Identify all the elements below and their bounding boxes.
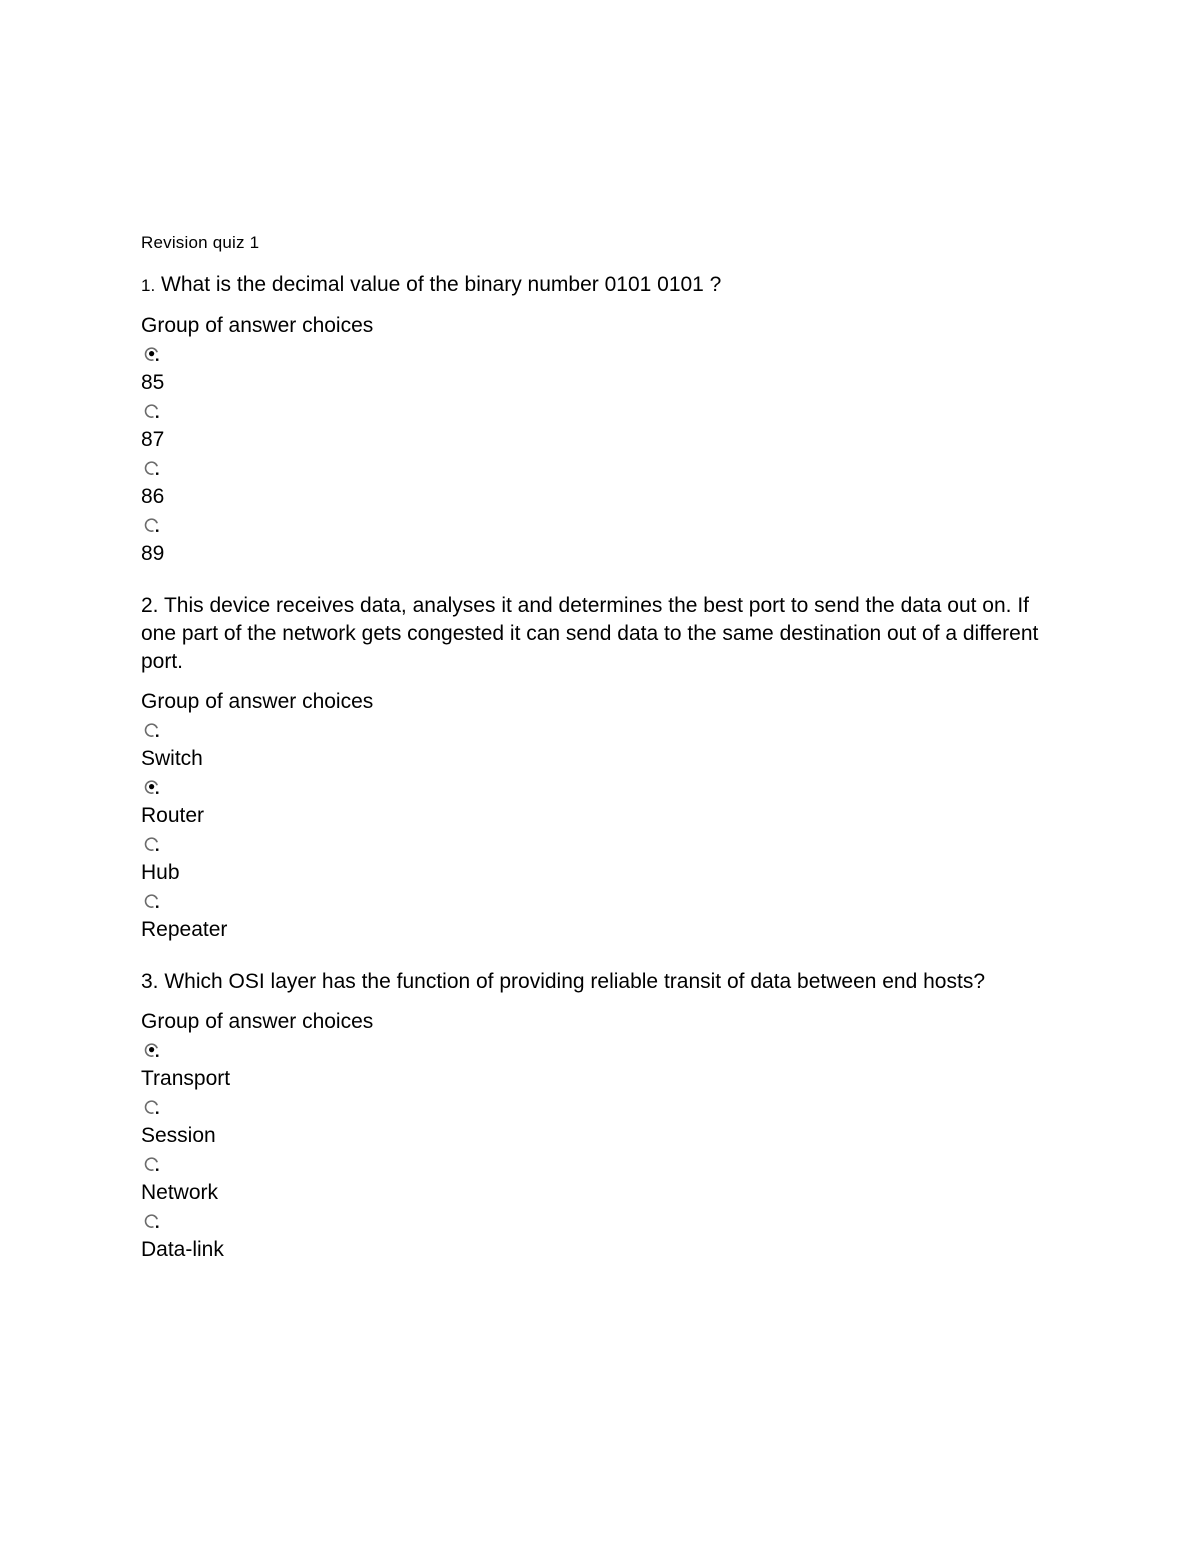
radio-unchecked-icon	[144, 722, 160, 738]
answer-label: Transport	[141, 1067, 231, 1090]
answer-label: Switch	[141, 747, 203, 770]
answer-group-label: Group of answer choices	[141, 1010, 374, 1033]
radio-unchecked-icon	[144, 1099, 160, 1115]
radio-button[interactable]	[144, 346, 160, 362]
radio-button[interactable]	[144, 517, 160, 533]
question-number: 3.	[141, 970, 159, 993]
radio-unchecked-icon	[144, 1213, 160, 1229]
answer-choice	[141, 779, 1061, 830]
answer-choice	[141, 1042, 1061, 1093]
radio-unchecked-icon	[144, 403, 160, 419]
answer-label: Session	[141, 1124, 216, 1147]
radio-button[interactable]	[144, 460, 160, 476]
question-body: This device receives data, analyses it and determines the best port to send the data out on. If one part of the network gets congested it can send data to the same destination out of a different port.	[141, 594, 1039, 673]
answer-choice	[141, 893, 1061, 944]
question-number: 2.	[141, 594, 159, 617]
question-1	[141, 271, 1061, 568]
radio-button[interactable]	[144, 1213, 160, 1229]
question-text	[141, 271, 1061, 300]
answer-label: 85	[141, 371, 165, 394]
answer-choice	[141, 1156, 1061, 1207]
answer-choice	[141, 1213, 1061, 1264]
radio-unchecked-icon	[144, 517, 160, 533]
radio-button[interactable]	[144, 893, 160, 909]
answer-label: Network	[141, 1181, 219, 1204]
question-3	[141, 968, 1061, 1264]
answer-group-label: Group of answer choices	[141, 314, 374, 337]
radio-unchecked-icon	[144, 836, 160, 852]
question-text	[141, 592, 1061, 676]
answer-label: 86	[141, 485, 165, 508]
radio-button[interactable]	[144, 836, 160, 852]
radio-button[interactable]	[144, 722, 160, 738]
answer-choice	[141, 722, 1061, 773]
radio-button[interactable]	[144, 1156, 160, 1172]
question-body: Which OSI layer has the function of providing reliable transit of data between end hosts?	[164, 970, 985, 993]
answer-choice	[141, 836, 1061, 887]
radio-unchecked-icon	[144, 460, 160, 476]
question-body: What is the decimal value of the binary number 0101 0101 ?	[161, 273, 722, 296]
answer-choice	[141, 1099, 1061, 1150]
document-title: Revision quiz 1	[141, 233, 260, 252]
answer-label: Data-link	[141, 1238, 224, 1261]
answer-label: Repeater	[141, 918, 228, 941]
radio-button[interactable]	[144, 779, 160, 795]
answer-label: Router	[141, 804, 205, 827]
answer-choice	[141, 517, 1061, 568]
radio-unchecked-icon	[144, 893, 160, 909]
answer-choice	[141, 403, 1061, 454]
answer-label: Hub	[141, 861, 180, 884]
answer-choice	[141, 346, 1061, 397]
radio-checked-icon	[144, 346, 160, 362]
radio-button[interactable]	[144, 1042, 160, 1058]
question-number: 1.	[141, 276, 156, 295]
radio-checked-icon	[144, 779, 160, 795]
question-2	[141, 592, 1061, 944]
answer-label: 89	[141, 542, 165, 565]
radio-button[interactable]	[144, 403, 160, 419]
radio-checked-icon	[144, 1042, 160, 1058]
quiz-document	[141, 231, 1061, 1282]
radio-button[interactable]	[144, 1099, 160, 1115]
answer-label: 87	[141, 428, 165, 451]
question-text	[141, 968, 1061, 996]
answer-group-label: Group of answer choices	[141, 690, 374, 713]
radio-unchecked-icon	[144, 1156, 160, 1172]
answer-choice	[141, 460, 1061, 511]
